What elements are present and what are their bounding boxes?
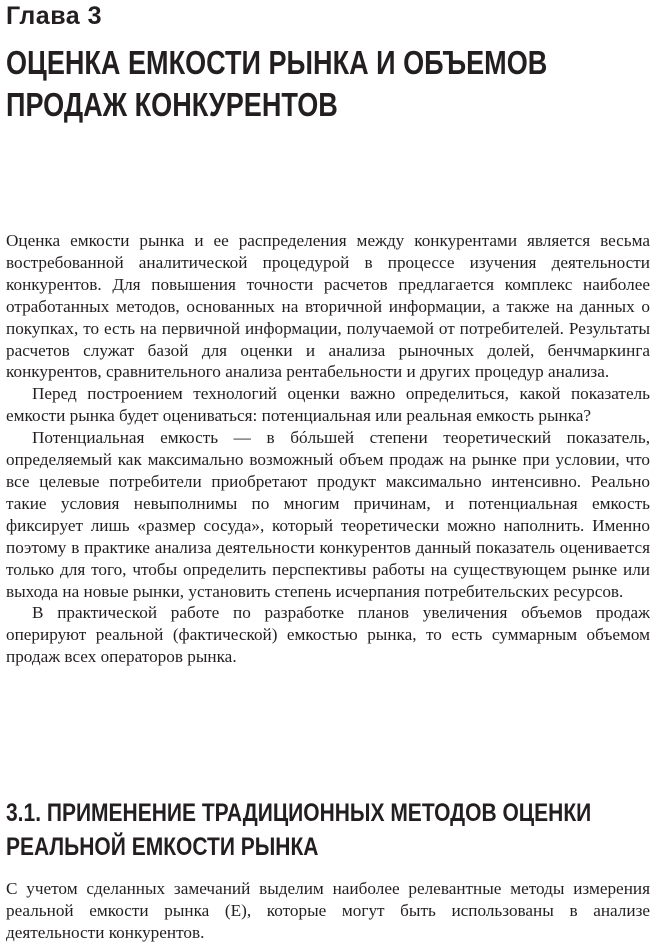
section-title-line-1: 3.1. ПРИМЕНЕНИЕ ТРАДИЦИОННЫХ МЕТОДОВ ОЦЕНКИ	[6, 799, 592, 827]
intro-paragraph-3: Потенциальная емкость — в бóльшей степени теоретический показатель, определяемый как максимально возможный объем продаж на рынке при условии, что все целевые потребители приобретают продукт максимально интенсивно. Реально такие условия невыполнимы по многим причинам, и потенциальная емкость фиксирует лишь «размер сосуда», который теоретически можно наполнить. Именно поэтому в практике анализа деятельности конкурентов данный показатель оценивается только для того, чтобы определить перспективы работы на существующем рынке или выхода на новые рынки, установить степень исчерпания потребительских ресурсов.	[6, 428, 650, 601]
chapter-title-line-2: ПРОДАЖ КОНКУРЕНТОВ	[6, 86, 338, 123]
section-title	[6, 796, 592, 864]
section-paragraph: С учетом сделанных замечаний выделим наиболее релевантные методы измерения реальной емкости рынка (Е), которые могут быть использованы в анализе деятельности конкурентов.	[6, 879, 650, 942]
chapter-label: Глава 3	[6, 2, 103, 30]
intro-paragraph-4: В практической работе по разработке планов увеличения объемов продаж оперируют реальной (фактической) емкостью рынка, то есть суммарным объемом продаж всех операторов рынка.	[6, 603, 650, 667]
chapter-intro	[6, 230, 650, 668]
intro-paragraph-1: Оценка емкости рынка и ее распределения между конкурентами является весьма востребованной аналитической процедурой в процессе изучения деятельности конкурентов. Для повышения точности расчетов предлагается комплекс наиболее отработанных методов, основанных на вторичной информации, а также на данных о покупках, то есть на первичной информации, получаемой от потребителей. Результаты расчетов служат базой для оценки и анализа рыночных долей, бенчмаркинга конкурентов, сравнительного анализа рентабельности и других процедур анализа.	[6, 231, 650, 382]
chapter-title-line-1: ОЦЕНКА ЕМКОСТИ РЫНКА И ОБЪЕМОВ	[6, 44, 548, 81]
intro-paragraph-2: Перед построением технологий оценки важно определиться, какой показатель емкости рынка будет оцениваться: потенциальная или реальная емкость рынка?	[6, 384, 650, 426]
section-title-line-2: РЕАЛЬНОЙ ЕМКОСТИ РЫНКА	[6, 833, 319, 861]
chapter-title	[6, 42, 548, 126]
